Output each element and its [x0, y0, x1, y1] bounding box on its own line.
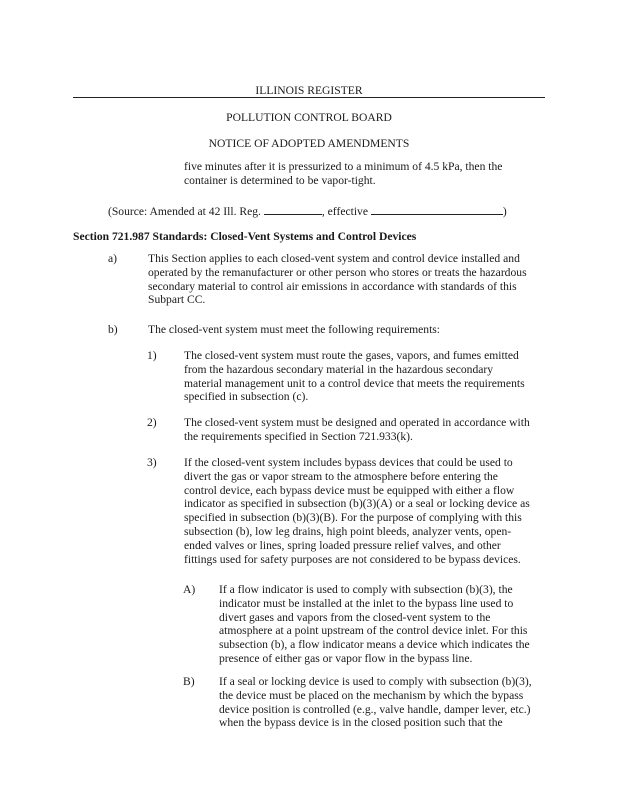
source-middle: , effective [321, 205, 368, 218]
text-line: five minutes after it is pressurized to a minimum of 4.5 kPa, then the [184, 160, 503, 173]
section-heading: Section 721.987 Standards: Closed-Vent Systems and Control Devices [73, 230, 417, 243]
text-line: the requirements specified in Section 721.933(k). [184, 429, 413, 443]
item-b3A-text [219, 583, 530, 666]
text-line: fittings used for safety purposes are not considered to be bypass devices. [184, 552, 521, 566]
header-rule [73, 97, 545, 98]
text-line: secondary material to control air emissions in accordance with standards of this [148, 279, 517, 293]
notice-title: NOTICE OF ADOPTED AMENDMENTS [208, 137, 410, 150]
text-line: specified in subsection (b)(3)(B). For the purpose of complying with this [184, 511, 522, 525]
text-line: presence of either gas or vapor flow in the bypass line. [219, 651, 473, 665]
source-note [108, 204, 507, 218]
source-suffix: ) [502, 205, 507, 218]
item-label: 2) [147, 416, 157, 429]
text-line: If a flow indicator is used to comply with subsection (b)(3), the [219, 583, 513, 596]
effective-blank [371, 204, 503, 215]
text-line: container is determined to be vapor-tight. [184, 173, 376, 187]
item-label: B) [183, 675, 195, 688]
item-a-text [148, 252, 527, 307]
item-label: 3) [147, 456, 157, 469]
item-b3B-text [219, 675, 532, 730]
item-b1-text [184, 349, 525, 404]
item-label: A) [183, 583, 196, 596]
text-line: specified in subsection (c). [184, 390, 309, 404]
item-label: a) [108, 252, 118, 265]
text-line: from the hazardous secondary material in the hazardous secondary [184, 362, 494, 376]
text-line: operated by the remanufacturer or other person who stores or treats the hazardous [148, 265, 527, 279]
text-line: Subpart CC. [148, 293, 206, 307]
text-line: indicator must be installed at the inlet to the bypass line used to [219, 596, 514, 610]
text-line: If a seal or locking device is used to comply with subsection (b)(3), [219, 675, 532, 688]
text-line: The closed-vent system must route the gases, vapors, and fumes emitted [184, 349, 519, 362]
item-label: 1) [147, 349, 157, 362]
text-line: ended valves or lines, spring loaded pressure relief valves, and other [184, 538, 501, 552]
text-line: This Section applies to each closed-vent system and control device installed and [148, 252, 520, 265]
item-b2-text [184, 416, 530, 444]
text-line: The closed-vent system must meet the following requirements: [148, 323, 441, 336]
text-line: subsection (b), low leg drains, high point bleeds, analyzer vents, open- [184, 524, 512, 538]
source-prefix: (Source: Amended at 42 Ill. Reg. [108, 205, 261, 218]
register-title: ILLINOIS REGISTER [255, 84, 363, 97]
item-b-text [148, 323, 440, 337]
text-line: divert the gas or vapor stream to the atmosphere before entering the [184, 469, 498, 483]
text-line: control device, each bypass device must be equipped with either a flow [184, 483, 515, 497]
text-line: divert gases and vapors from the closed-vent system to the [219, 610, 491, 624]
item-b3-text [184, 456, 530, 566]
text-line: The closed-vent system must be designed and operated in accordance with [184, 416, 530, 429]
text-line: atmosphere at a point upstream of the control device inlet. For this [219, 624, 528, 638]
item-label: b) [108, 323, 118, 336]
text-line: when the bypass device is in the closed position such that the [219, 716, 503, 730]
text-line: device position is controlled (e.g., valve handle, damper lever, etc.) [219, 702, 531, 716]
text-line: indicator as specified in subsection (b)(3)(A) or a seal or locking device as [184, 497, 530, 511]
text-line: subsection (b), a flow indicator means a device which indicates the [219, 638, 530, 652]
text-line: If the closed-vent system includes bypass devices that could be used to [184, 456, 513, 469]
continuation-paragraph [184, 160, 502, 188]
register-blank [264, 204, 322, 215]
text-line: the device must be placed on the mechanism by which the bypass [219, 688, 524, 702]
text-line: material management unit to a control device that meets the requirements [184, 376, 525, 390]
board-name: POLLUTION CONTROL BOARD [226, 111, 392, 124]
